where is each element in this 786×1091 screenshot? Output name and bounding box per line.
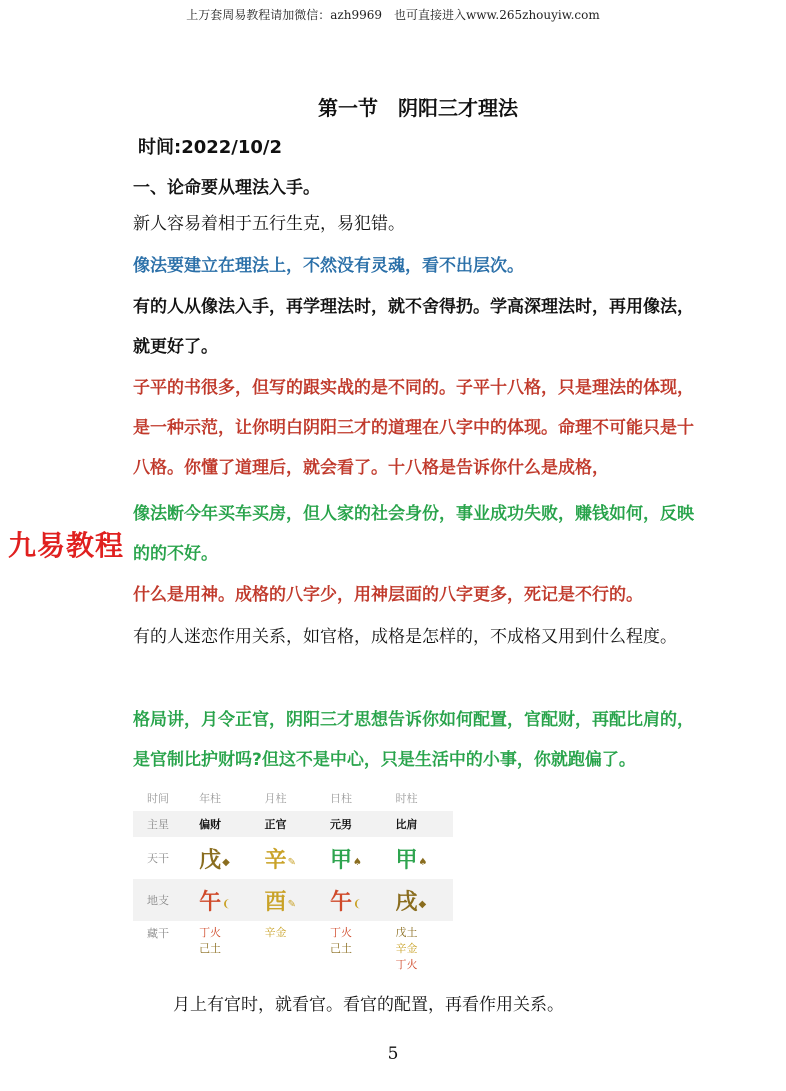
wood-icon: ♠ [418, 856, 428, 868]
main-star: 元男 [330, 818, 353, 831]
bazi-canggan-row [133, 921, 453, 983]
bazi-chart [133, 785, 453, 983]
main-star: 正官 [264, 818, 287, 831]
fire-icon: ❨ [353, 898, 362, 910]
bazi-dizhi-row [133, 879, 453, 921]
paragraph-1: 一、论命要从理法入手。 [133, 178, 320, 198]
stem-glyph: 戊 [199, 847, 222, 873]
stem-glyph: 甲 [330, 847, 353, 873]
earth-icon: ◆ [222, 856, 230, 868]
hidden-stem: 辛金 [264, 926, 287, 939]
stem-glyph: 辛 [264, 847, 287, 873]
paragraph-8: 格局讲，月令正官，阴阳三才思想告诉你如何配置，官配财，再配比肩的，是官制比护财吗?但这不是中心，只是生活中的小事，你就跑偏了。 [133, 710, 694, 770]
hidden-stem: 辛金 [395, 942, 418, 955]
branch-glyph: 酉 [264, 889, 287, 915]
paragraph-9: 月上有官时，就看官。看官的配置，再看作用关系。 [173, 995, 564, 1015]
page-header: 上万套周易教程请加微信：azh9969 也可直接进入www.265zhouyiw.com [186, 8, 600, 22]
watermark-logo: 九易教程 [8, 529, 125, 562]
main-star: 偏财 [199, 818, 222, 831]
branch-glyph: 戌 [395, 889, 418, 915]
date-line: 时间:2022/10/2 [138, 137, 283, 158]
paragraph-5: 子平的书很多，但写的跟实战的是不同的。子平十八格，只是理法的体现，是一种示范，让你明白阴阳三才的道理在八字中的体现。命理不可能只是十八格。你懂了道理后，就会看了。十八格是告诉你什么是成格， [133, 378, 694, 478]
row-label: 主星 [147, 818, 169, 831]
bazi-header-row [133, 785, 453, 811]
hidden-stem: 丁火 [395, 958, 418, 971]
hidden-stem: 己土 [330, 942, 353, 955]
section-title: 第一节 阴阳三才理法 [318, 96, 518, 120]
page-number: 5 [387, 1044, 399, 1064]
wood-icon: ♠ [353, 856, 363, 868]
branch-glyph: 午 [330, 889, 353, 915]
paragraph-5b: 像法断今年买车买房，但人家的社会身份，事业成功失败，赚钱如何，反映的的不好。 [133, 504, 694, 564]
earth-icon: ◆ [418, 898, 427, 910]
row-label: 天干 [147, 852, 169, 865]
bazi-tiangan-row [133, 837, 453, 879]
bazi-header-cell: 日柱 [330, 792, 353, 805]
paragraph-3: 像法要建立在理法上，不然没有灵魂，看不出层次。 [133, 256, 524, 276]
paragraph-7: 有的人迷恋作用关系，如官格，成格是怎样的，不成格又用到什么程度。 [133, 627, 677, 647]
paragraph-2: 新人容易着相于五行生克，易犯错。 [133, 214, 405, 234]
metal-icon: ✎ [287, 856, 296, 868]
bazi-header-cell: 月柱 [264, 792, 287, 805]
hidden-stem: 己土 [199, 942, 222, 955]
metal-icon: ✎ [287, 898, 296, 910]
row-label: 藏干 [147, 927, 169, 940]
main-star: 比肩 [395, 818, 418, 831]
bazi-header-cell: 时间 [147, 792, 169, 805]
hidden-stem: 丁火 [330, 926, 353, 939]
bazi-header-cell: 时柱 [395, 792, 418, 805]
paragraph-4: 有的人从像法入手，再学理法时，就不舍得扔。学高深理法时，再用像法，就更好了。 [133, 297, 694, 357]
fire-icon: ❨ [222, 898, 231, 910]
hidden-stem: 戊土 [395, 926, 418, 939]
bazi-zhuxing-row [133, 811, 453, 837]
row-label: 地支 [147, 894, 169, 907]
branch-glyph: 午 [199, 889, 222, 915]
stem-glyph: 甲 [395, 847, 418, 873]
hidden-stem: 丁火 [199, 926, 222, 939]
paragraph-6: 什么是用神。成格的八字少，用神层面的八字更多，死记是不行的。 [133, 585, 643, 605]
bazi-header-cell: 年柱 [199, 792, 222, 805]
